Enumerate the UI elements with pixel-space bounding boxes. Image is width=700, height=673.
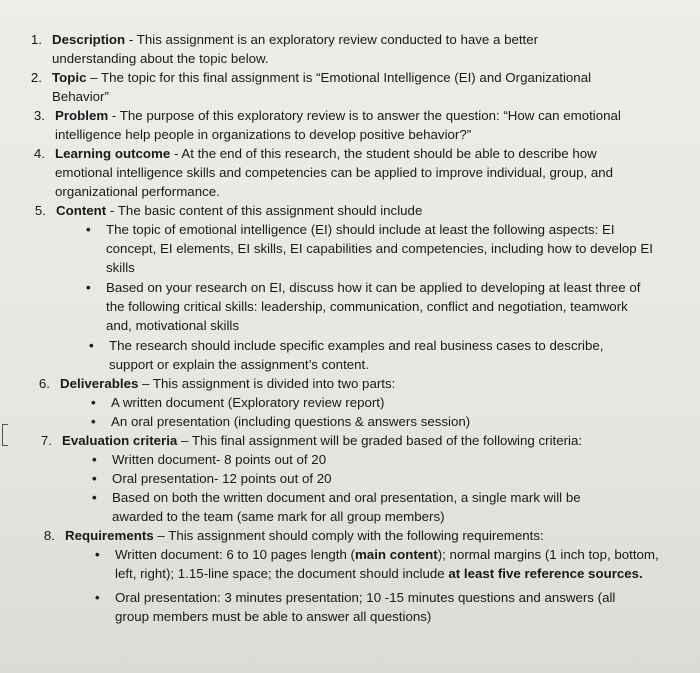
req-text-a: Written document: 6 to 10 pages length (	[115, 547, 355, 562]
list-item-requirements	[43, 526, 665, 626]
item-body	[55, 106, 655, 144]
bullet-dot: •	[92, 471, 97, 486]
item-body	[56, 201, 656, 220]
req-text-c: ); normal margins (1 inch top, bottom, left, right); 1.15-line space; the document should include	[115, 547, 659, 581]
bullet-item	[86, 278, 656, 335]
req-text-bold-references: at least five reference sources.	[448, 566, 643, 581]
bullet-dot: •	[86, 280, 91, 295]
bullet-text: The research should include specific examples and real business cases to describe, support or explain the assignment’s content.	[109, 338, 604, 372]
list-item-evaluation-criteria	[40, 431, 662, 526]
assignment-list	[0, 30, 700, 626]
req-text-bold-main-content: main content	[354, 547, 438, 562]
bullet-dot: •	[95, 547, 100, 562]
item-number: 3.	[33, 108, 45, 123]
item-text: – The topic for this final assignment is “Emotional Intelligence (EI) and Organizational Behavior”	[52, 70, 592, 104]
item-number: 2.	[30, 70, 42, 85]
item-body	[60, 374, 660, 393]
item-text: - The basic content of this assignment should include	[106, 203, 423, 218]
item-text: - The purpose of this exploratory review is to answer the question: “How can emotional intelligence help people in organizations to develop positive behavior?”	[55, 108, 621, 142]
item-text: - At the end of this research, the student should be able to describe how emotional intelligence skills and competencies can be applied to improve individual, group, and organizational performance.	[55, 146, 614, 199]
bullet-text: The topic of emotional intelligence (EI) should include at least the following aspects: EI concept, EI elements, EI skills, EI capabilities and competencies, including how to develop EI skills	[106, 222, 653, 275]
bullet-text: Written document- 8 points out of 20	[112, 452, 327, 467]
bullet-item	[95, 545, 660, 583]
list-item-learning-outcome	[33, 144, 655, 201]
list-item-content	[34, 201, 656, 374]
bullet-item	[92, 488, 612, 526]
item-body	[52, 68, 632, 106]
item-text: – This assignment is divided into two parts:	[138, 376, 396, 391]
item-title: Description	[52, 32, 126, 47]
bullet-dot: •	[91, 395, 96, 410]
bullet-item	[86, 220, 654, 277]
item-title: Topic	[52, 70, 87, 85]
bullet-item	[95, 588, 645, 626]
item-title: Content	[56, 203, 107, 218]
bullet-dot: •	[86, 222, 91, 237]
item-body	[62, 431, 662, 450]
item-body	[65, 526, 665, 545]
item-title: Problem	[55, 108, 109, 123]
item-title: Deliverables	[60, 376, 139, 391]
bullet-dot: •	[91, 414, 96, 429]
bullet-text: Oral presentation: 3 minutes presentation; 10 -15 minutes questions and answers (all group members must be able to answer all questions)	[115, 590, 616, 624]
item-title: Evaluation criteria	[62, 433, 178, 448]
bullet-text: An oral presentation (including questions & answers session)	[111, 414, 471, 429]
bullet-text: Oral presentation- 12 points out of 20	[112, 471, 332, 486]
bullet-text	[115, 547, 659, 581]
bullet-text: Based on both the written document and oral presentation, a single mark will be awarded to the team (same mark for all group members)	[112, 490, 581, 524]
list-item-deliverables	[38, 374, 660, 431]
bullet-item	[91, 412, 651, 431]
item-text: – This assignment should comply with the following requirements:	[153, 528, 544, 543]
bullet-dot: •	[92, 490, 97, 505]
item-number: 4.	[33, 146, 45, 161]
item-number: 7.	[40, 433, 52, 448]
item-number: 1.	[30, 32, 42, 47]
bullet-text: Based on your research on EI, discuss how it can be applied to developing at least three of the following critical skills: leadership, communication, conflict and negotiation, teamwork and, motivational skills	[106, 280, 641, 333]
bullet-item	[91, 393, 651, 412]
item-title: Requirements	[65, 528, 154, 543]
bullet-dot: •	[95, 590, 100, 605]
item-text: – This final assignment will be graded based of the following criteria:	[177, 433, 583, 448]
item-text: - This assignment is an exploratory review conducted to have a better understanding about the topic below.	[52, 32, 539, 66]
bullet-dot: •	[92, 452, 97, 467]
item-body	[52, 30, 612, 68]
bullet-item	[92, 469, 652, 488]
item-number: 5.	[34, 203, 46, 218]
item-title: Learning outcome	[55, 146, 171, 161]
bullet-item	[92, 450, 652, 469]
item-number: 8.	[43, 528, 55, 543]
bullet-item	[89, 336, 649, 374]
item-number: 6.	[38, 376, 50, 391]
list-item-description	[30, 30, 612, 68]
bullet-dot: •	[89, 338, 94, 353]
list-item-topic	[30, 68, 632, 106]
item-body	[55, 144, 655, 201]
list-item-problem	[33, 106, 655, 144]
bullet-text: A written document (Exploratory review report)	[111, 395, 385, 410]
